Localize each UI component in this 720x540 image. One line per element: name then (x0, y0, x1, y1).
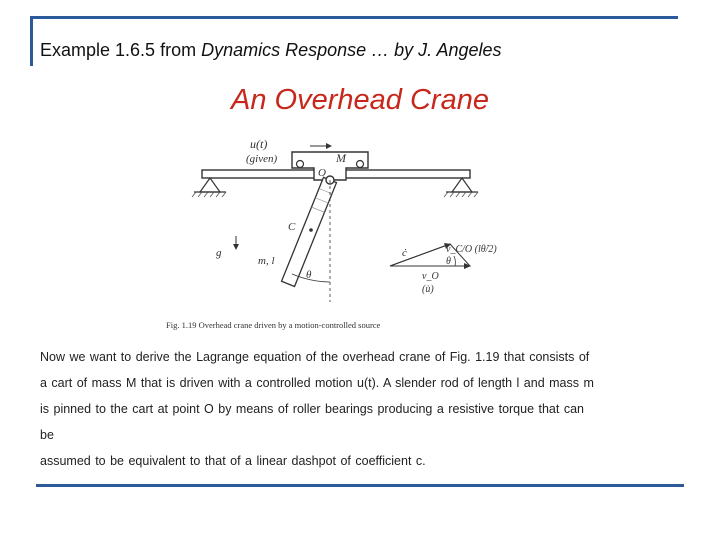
label-given: (given) (246, 153, 278, 165)
label-m-cart: M (336, 151, 346, 165)
cart-wheel-left (297, 161, 304, 168)
body-line-1: Now we want to derive the Lagrange equation of the overhead crane of Fig. 1.19 that consists of (40, 350, 590, 364)
left-support (200, 178, 220, 192)
body-line-3: is pinned to the cart at point O by means of roller bearings producing a resistive torque that can (40, 402, 584, 416)
overhead-crane-figure (150, 132, 620, 342)
gravity-arrow-head (233, 244, 239, 250)
slide-title: An Overhead Crane (231, 84, 489, 116)
u-arrow-head (326, 143, 332, 149)
left-ground-hatch (192, 192, 226, 197)
right-support (452, 178, 472, 192)
label-theta2: θ (446, 256, 451, 267)
body-line-4: be (40, 428, 54, 442)
slide-header (40, 40, 502, 61)
body-line-2: a cart of mass M that is driven with a controlled motion u(t). A slender rod of length l and mass m (40, 376, 594, 390)
cart-wheel-right (357, 161, 364, 168)
header-prefix: Example 1.6.5 from (40, 40, 202, 60)
label-theta: θ (306, 269, 312, 281)
label-o: O (318, 167, 326, 179)
label-u: u(t) (250, 137, 268, 151)
label-c: C (288, 221, 296, 233)
right-ground-hatch (444, 192, 478, 197)
point-c (309, 228, 313, 232)
body-paragraph (40, 344, 660, 474)
label-ml: m, l (258, 255, 275, 267)
label-vec-c: ċ (402, 247, 407, 259)
theta2-arc (454, 256, 455, 266)
label-u-dot: (u̇) (422, 284, 434, 295)
top-rule (30, 16, 678, 19)
body-line-5: assumed to be equivalent to that of a linear dashpot of coefficient c. (40, 454, 426, 468)
header-book-title: Dynamics Response … by J. Angeles (201, 40, 502, 60)
vco-vector (390, 244, 450, 266)
label-vo: v_O (422, 271, 439, 282)
label-g: g (216, 247, 222, 259)
label-vco: v_C/O (lθ̇/2) (446, 244, 497, 255)
left-rule (30, 16, 33, 66)
figure-caption: Fig. 1.19 Overhead crane driven by a motion-controlled source (166, 320, 381, 330)
bottom-rule (36, 484, 684, 487)
